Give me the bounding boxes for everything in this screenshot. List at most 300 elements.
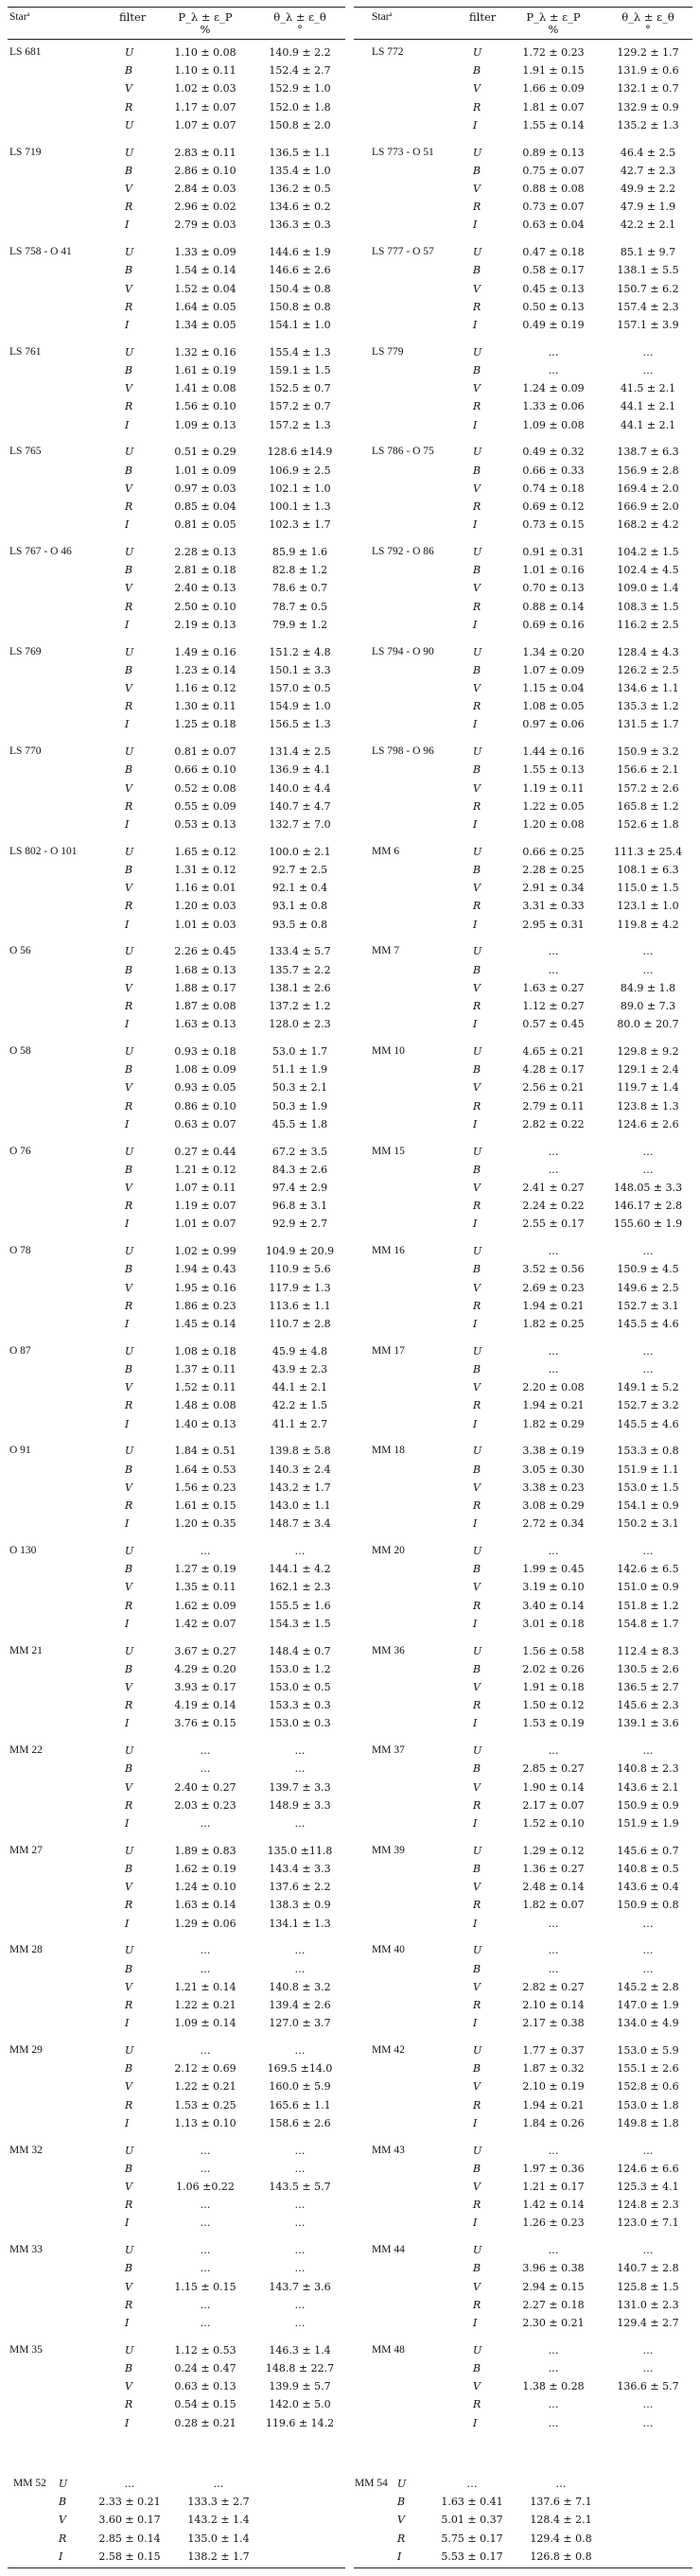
polarization-value: … xyxy=(548,2244,559,2257)
polarization-value: 1.24 ± 0.09 xyxy=(522,382,585,395)
polarization-value: 1.16 ± 0.01 xyxy=(174,882,236,895)
angle-value: 146.17 ± 2.8 xyxy=(613,1200,683,1213)
angle-value: 152.7 ± 3.2 xyxy=(617,1399,679,1412)
angle-value: 50.3 ± 1.9 xyxy=(271,1099,328,1113)
filter-band: U xyxy=(125,845,134,858)
filter-band: V xyxy=(473,882,481,895)
polarization-value: 0.66 ± 0.33 xyxy=(522,464,585,477)
filter-band: I xyxy=(125,818,130,831)
angle-value: 143.2 ± 1.4 xyxy=(187,2514,250,2527)
angle-value: 132.1 ± 0.7 xyxy=(617,82,679,96)
angle-value: 110.7 ± 2.8 xyxy=(269,1318,331,1330)
filter-band: I xyxy=(473,118,478,131)
filter-band: I xyxy=(473,818,478,831)
angle-value: 148.8 ± 22.7 xyxy=(265,2362,335,2374)
polarization-value: … xyxy=(548,1245,559,1258)
star-name: LS 779 xyxy=(372,345,404,358)
polarization-value: … xyxy=(200,1545,211,1557)
polarization-value: 2.33 ± 0.21 xyxy=(98,2496,161,2509)
polarization-value: 1.19 ± 0.07 xyxy=(174,1200,236,1213)
filter-band: R xyxy=(125,400,133,413)
filter-band: V xyxy=(125,2181,132,2193)
angle-value: 119.8 ± 4.2 xyxy=(617,918,679,931)
header-filter-right: filter xyxy=(469,10,497,24)
filter-band: R xyxy=(473,1200,481,1213)
filter-band: U xyxy=(125,1145,134,1158)
angle-value: 136.5 ± 1.1 xyxy=(269,146,331,159)
angle-value: 154.1 ± 0.9 xyxy=(617,1499,679,1512)
angle-value: 67.2 ± 3.5 xyxy=(271,1145,328,1158)
polarization-value: 0.49 ± 0.32 xyxy=(522,446,585,459)
polarization-value: 1.01 ± 0.09 xyxy=(174,464,236,477)
filter-band: U xyxy=(397,2478,407,2490)
filter-band: V xyxy=(125,582,132,595)
angle-value: 47.9 ± 1.9 xyxy=(620,201,676,214)
polarization-value: 1.63 ± 0.14 xyxy=(174,1899,236,1912)
filter-band: V xyxy=(473,1681,481,1693)
filter-band: I xyxy=(473,1817,478,1830)
polarization-value: 1.10 ± 0.08 xyxy=(174,46,236,59)
angle-value: 104.2 ± 1.5 xyxy=(617,546,679,558)
filter-band: U xyxy=(125,345,134,359)
header-rule-left xyxy=(8,39,345,40)
angle-value: 135.3 ± 1.2 xyxy=(617,700,679,713)
polarization-value: 1.34 ± 0.05 xyxy=(174,319,236,331)
star-name: O 76 xyxy=(9,1145,31,1157)
filter-band: B xyxy=(125,2362,133,2374)
polarization-value: 1.01 ± 0.03 xyxy=(174,918,236,931)
filter-band: I xyxy=(125,1917,130,1930)
filter-band: V xyxy=(473,1481,481,1494)
polarization-value: 0.93 ± 0.18 xyxy=(174,1045,236,1058)
filter-band: U xyxy=(473,246,482,259)
star-name: O 78 xyxy=(9,1245,31,1257)
filter-band: R xyxy=(473,2199,481,2212)
polarization-value: 1.65 ± 0.12 xyxy=(174,845,236,858)
filter-band: B xyxy=(473,2262,481,2275)
polarization-value: … xyxy=(548,2362,559,2374)
angle-value: … xyxy=(213,2478,224,2490)
filter-band: B xyxy=(125,64,133,78)
angle-value: … xyxy=(642,1962,654,1975)
filter-band: B xyxy=(125,2162,133,2175)
angle-value: 148.4 ± 0.7 xyxy=(269,1644,331,1657)
angle-value: 150.8 ± 0.8 xyxy=(269,300,331,313)
filter-band: U xyxy=(125,146,134,159)
angle-value: 148.7 ± 3.4 xyxy=(269,1517,331,1531)
angle-value: 42.2 ± 1.5 xyxy=(271,1399,328,1412)
polarization-value: 2.55 ± 0.17 xyxy=(522,1218,585,1231)
filter-band: V xyxy=(125,382,132,395)
polarization-value: 1.17 ± 0.07 xyxy=(174,100,236,114)
angle-value: … xyxy=(642,1363,654,1376)
polarization-value: 0.75 ± 0.07 xyxy=(522,164,585,177)
filter-band: B xyxy=(125,1662,133,1675)
filter-band: V xyxy=(473,2080,481,2094)
angle-value: 137.6 ± 7.1 xyxy=(530,2496,592,2509)
polarization-value: 0.69 ± 0.12 xyxy=(522,500,585,513)
filter-band: V xyxy=(473,1281,481,1294)
angle-value: 42.7 ± 2.3 xyxy=(620,164,676,177)
angle-value: 135.4 ± 1.0 xyxy=(269,164,331,177)
polarization-value: 1.37 ± 0.11 xyxy=(174,1363,236,1376)
filter-band: I xyxy=(473,1117,478,1130)
polarization-value: 3.60 ± 0.17 xyxy=(98,2514,161,2527)
polarization-value: 0.58 ± 0.17 xyxy=(522,264,585,277)
filter-band: V xyxy=(473,1780,481,1794)
header-filter-left: filter xyxy=(119,10,147,24)
polarization-value: 1.23 ± 0.14 xyxy=(174,663,236,676)
bottom-rule-left xyxy=(8,2567,345,2568)
filter-band: B xyxy=(125,164,133,177)
filter-band: B xyxy=(125,264,133,277)
filter-band: R xyxy=(473,1699,481,1712)
filter-band: R xyxy=(473,300,481,313)
angle-value: 46.4 ± 2.5 xyxy=(620,146,676,159)
polarization-value: … xyxy=(200,2199,211,2212)
star-name: LS 719 xyxy=(9,146,42,158)
filter-band: V xyxy=(473,1381,481,1394)
header-star-right: Star$^a$ xyxy=(372,10,393,23)
angle-value: 147.0 ± 1.9 xyxy=(617,1999,679,2011)
angle-value: 133.3 ± 2.7 xyxy=(187,2496,250,2509)
filter-band: R xyxy=(125,201,133,214)
polarization-value: 1.20 ± 0.08 xyxy=(522,818,585,831)
polarization-value: 1.08 ± 0.18 xyxy=(174,1344,236,1358)
polarization-value: … xyxy=(200,1962,211,1975)
polarization-value: 1.20 ± 0.35 xyxy=(174,1517,236,1531)
polarization-value: 0.89 ± 0.13 xyxy=(522,146,585,159)
filter-band: B xyxy=(473,1563,481,1576)
filter-band: B xyxy=(473,2362,481,2374)
polarization-value: … xyxy=(548,1363,559,1376)
polarization-value: 3.96 ± 0.38 xyxy=(522,2262,585,2275)
top-rule-left xyxy=(8,7,345,8)
filter-band: U xyxy=(125,1445,134,1458)
angle-value: 108.3 ± 1.5 xyxy=(617,600,679,613)
polarization-value: 2.28 ± 0.13 xyxy=(174,546,236,558)
polarization-value: 2.94 ± 0.15 xyxy=(522,2280,585,2293)
angle-value: 53.0 ± 1.7 xyxy=(271,1045,328,1058)
polarization-value: 1.22 ± 0.21 xyxy=(174,2080,236,2094)
angle-value: 131.0 ± 2.3 xyxy=(617,2298,679,2311)
filter-band: R xyxy=(125,1798,133,1812)
star-name: LS 681 xyxy=(9,46,42,58)
filter-band: I xyxy=(473,1717,478,1730)
bottom-rule-right xyxy=(354,2567,692,2568)
filter-band: B xyxy=(125,1363,133,1376)
polarization-value: 1.08 ± 0.09 xyxy=(174,1063,236,1077)
angle-value: 137.2 ± 1.2 xyxy=(269,1000,331,1012)
filter-band: I xyxy=(125,1117,130,1130)
angle-value: 139.7 ± 3.3 xyxy=(269,1780,331,1794)
star-name: MM 39 xyxy=(372,1844,405,1856)
star-name: MM 16 xyxy=(372,1245,405,1257)
filter-band: U xyxy=(473,2244,482,2257)
angle-value: 158.6 ± 2.6 xyxy=(269,2116,331,2129)
angle-value: 92.1 ± 0.4 xyxy=(271,882,328,895)
filter-band: R xyxy=(473,201,481,214)
filter-band: I xyxy=(473,718,478,731)
star-name: LS 773 - O 51 xyxy=(372,146,434,158)
polarization-value: 0.88 ± 0.14 xyxy=(522,600,585,613)
polarization-value: 0.70 ± 0.13 xyxy=(522,582,585,595)
polarization-value: … xyxy=(548,1145,559,1158)
angle-value: 128.0 ± 2.3 xyxy=(269,1018,331,1031)
header-p-left: P_λ ± ε_P xyxy=(178,10,233,24)
angle-value: … xyxy=(642,2362,654,2374)
polarization-value: 1.86 ± 0.23 xyxy=(174,1299,236,1312)
angle-value: 148.9 ± 3.3 xyxy=(269,1798,331,1812)
polarization-value: 3.08 ± 0.29 xyxy=(522,1499,585,1512)
filter-band: U xyxy=(125,1844,134,1857)
polarization-value: 1.64 ± 0.05 xyxy=(174,300,236,313)
filter-band: R xyxy=(125,1999,133,2011)
angle-value: 132.7 ± 7.0 xyxy=(269,818,331,831)
polarization-value: 0.73 ± 0.07 xyxy=(522,201,585,214)
polarization-value: … xyxy=(548,1944,559,1957)
filter-band: B xyxy=(125,464,133,477)
polarization-value: 0.63 ± 0.07 xyxy=(174,1117,236,1130)
filter-band: B xyxy=(125,1563,133,1576)
polarization-value: 1.55 ± 0.13 xyxy=(522,763,585,777)
angle-value: … xyxy=(294,2044,306,2057)
filter-band: U xyxy=(125,1045,134,1058)
polarization-value: 1.36 ± 0.27 xyxy=(522,1863,585,1875)
angle-value: 135.0 ±11.8 xyxy=(267,1844,333,1857)
filter-band: I xyxy=(125,518,130,532)
angle-value: 136.2 ± 0.5 xyxy=(269,183,331,195)
angle-value: 119.6 ± 14.2 xyxy=(265,2416,335,2429)
filter-band: R xyxy=(125,2298,133,2311)
polarization-value: 2.82 ± 0.22 xyxy=(522,1117,585,1130)
angle-value: 150.8 ± 2.0 xyxy=(269,118,331,131)
polarization-value: … xyxy=(124,2478,135,2490)
polarization-value: … xyxy=(548,1744,559,1758)
filter-band: U xyxy=(473,1145,482,1158)
angle-value: 146.3 ± 1.4 xyxy=(269,2343,331,2357)
angle-value: 78.7 ± 0.5 xyxy=(271,600,328,613)
polarization-value: 1.21 ± 0.14 xyxy=(174,1980,236,1993)
angle-value: … xyxy=(294,2162,306,2175)
filter-band: V xyxy=(125,2380,132,2393)
filter-band: R xyxy=(473,1099,481,1113)
filter-band: V xyxy=(125,282,132,295)
filter-band: U xyxy=(473,146,482,159)
angle-value: 97.4 ± 2.9 xyxy=(271,1182,328,1194)
polarization-value: 1.88 ± 0.17 xyxy=(174,981,236,994)
angle-value: 140.3 ± 2.4 xyxy=(269,1463,331,1476)
filter-band: B xyxy=(473,1063,481,1077)
star-name: MM 54 xyxy=(355,2478,388,2489)
polarization-value: 0.28 ± 0.21 xyxy=(174,2416,236,2429)
filter-band: B xyxy=(125,1163,133,1176)
polarization-value: 1.07 ± 0.09 xyxy=(522,663,585,676)
angle-value: 136.6 ± 5.7 xyxy=(617,2380,679,2393)
angle-value: 128.4 ± 4.3 xyxy=(617,645,679,658)
polarization-value: 2.20 ± 0.08 xyxy=(522,1381,585,1394)
angle-value: 151.2 ± 4.8 xyxy=(269,645,331,658)
angle-value: 152.0 ± 1.8 xyxy=(269,100,331,114)
polarization-value: 1.38 ± 0.28 xyxy=(522,2380,585,2393)
polarization-value: 1.08 ± 0.05 xyxy=(522,700,585,713)
angle-value: 156.5 ± 1.3 xyxy=(269,718,331,731)
angle-value: 43.9 ± 2.3 xyxy=(271,1363,328,1376)
polarization-value: 0.73 ± 0.15 xyxy=(522,518,585,532)
filter-band: I xyxy=(125,1617,130,1630)
polarization-value: 3.19 ± 0.10 xyxy=(522,1581,585,1594)
filter-band: I xyxy=(473,618,478,631)
filter-band: V xyxy=(473,981,481,994)
polarization-value: 2.56 ± 0.21 xyxy=(522,1081,585,1095)
polarization-value: 0.52 ± 0.08 xyxy=(174,781,236,795)
filter-band: B xyxy=(125,1863,133,1875)
filter-band: R xyxy=(397,2532,406,2545)
angle-value: 123.8 ± 1.3 xyxy=(617,1099,679,1113)
filter-band: I xyxy=(473,2217,478,2230)
polarization-value: 1.29 ± 0.12 xyxy=(522,1844,585,1857)
filter-band: U xyxy=(473,1344,482,1358)
filter-band: I xyxy=(473,1517,478,1531)
polarization-value: … xyxy=(548,2416,559,2429)
polarization-value: 3.67 ± 0.27 xyxy=(174,1644,236,1657)
angle-value: 50.3 ± 2.1 xyxy=(271,1081,328,1095)
polarization-value: … xyxy=(200,2217,211,2230)
angle-value: 157.2 ± 1.3 xyxy=(269,418,331,431)
filter-band: B xyxy=(473,1163,481,1176)
polarization-value: 2.40 ± 0.13 xyxy=(174,582,236,595)
angle-value: 92.9 ± 2.7 xyxy=(271,1218,328,1231)
filter-band: B xyxy=(125,2262,133,2275)
polarization-value: 2.91 ± 0.34 xyxy=(522,882,585,895)
angle-value: 168.2 ± 4.2 xyxy=(617,518,679,532)
angle-value: 149.6 ± 2.5 xyxy=(617,1281,679,1294)
filter-band: I xyxy=(125,418,130,431)
filter-band: U xyxy=(125,945,134,958)
angle-value: 151.8 ± 1.2 xyxy=(617,1599,679,1612)
angle-value: … xyxy=(642,2416,654,2429)
polarization-value: 1.22 ± 0.05 xyxy=(522,799,585,813)
star-name: LS 769 xyxy=(9,645,42,657)
polarization-value: 0.51 ± 0.29 xyxy=(174,446,236,459)
angle-value: 104.9 ± 20.9 xyxy=(265,1245,335,1258)
angle-value: 100.0 ± 2.1 xyxy=(269,845,331,858)
polarization-value: 1.12 ± 0.27 xyxy=(522,1000,585,1012)
filter-band: I xyxy=(473,2116,478,2129)
polarization-value: 1.25 ± 0.18 xyxy=(174,718,236,731)
filter-band: R xyxy=(473,1000,481,1012)
angle-value: … xyxy=(294,1962,306,1975)
filter-band: R xyxy=(473,500,481,513)
angle-value: 128.4 ± 2.1 xyxy=(530,2514,592,2527)
angle-value: 143.4 ± 3.3 xyxy=(269,1863,331,1875)
star-name: MM 17 xyxy=(372,1344,405,1357)
polarization-value: 0.74 ± 0.18 xyxy=(522,482,585,495)
angle-value: 152.6 ± 1.8 xyxy=(617,818,679,831)
angle-value: 138.1 ± 2.6 xyxy=(269,981,331,994)
polarization-value: 1.40 ± 0.13 xyxy=(174,1417,236,1430)
polarization-value: 1.77 ± 0.37 xyxy=(522,2044,585,2057)
polarization-value: … xyxy=(548,1163,559,1176)
filter-band: R xyxy=(473,1899,481,1912)
angle-value: 153.0 ± 0.5 xyxy=(269,1681,331,1693)
polarization-value: 1.21 ± 0.12 xyxy=(174,1163,236,1176)
filter-band: V xyxy=(125,1481,132,1494)
filter-band: R xyxy=(473,900,481,913)
polarization-value: 1.07 ± 0.11 xyxy=(174,1182,236,1194)
angle-value: 92.7 ± 2.5 xyxy=(271,864,328,876)
filter-band: R xyxy=(125,900,133,913)
angle-value: 149.8 ± 1.8 xyxy=(617,2116,679,2129)
angle-value: 119.7 ± 1.4 xyxy=(617,1081,679,1095)
polarization-value: 4.29 ± 0.20 xyxy=(174,1662,236,1675)
filter-band: U xyxy=(125,1944,134,1957)
filter-band: I xyxy=(125,1318,130,1330)
polarization-value: 1.89 ± 0.83 xyxy=(174,1844,236,1857)
filter-band: B xyxy=(473,1863,481,1875)
header-theta-unit-right: ° xyxy=(645,23,651,36)
angle-value: … xyxy=(294,1744,306,1758)
angle-value: … xyxy=(294,1817,306,1830)
polarization-value: 1.63 ± 0.13 xyxy=(174,1018,236,1031)
polarization-value: 1.66 ± 0.09 xyxy=(522,82,585,96)
star-name: MM 48 xyxy=(372,2343,405,2356)
filter-band: B xyxy=(59,2496,67,2509)
angle-value: … xyxy=(294,2298,306,2311)
angle-value: 150.9 ± 0.8 xyxy=(617,1899,679,1912)
filter-band: I xyxy=(125,718,130,731)
polarization-value: … xyxy=(548,1545,559,1557)
polarization-value: 2.95 ± 0.31 xyxy=(522,918,585,931)
filter-band: I xyxy=(473,1917,478,1930)
angle-value: … xyxy=(294,2317,306,2329)
polarization-value: 0.81 ± 0.05 xyxy=(174,518,236,532)
filter-band: I xyxy=(125,219,130,232)
angle-value: 140.8 ± 2.3 xyxy=(617,1762,679,1776)
filter-band: U xyxy=(125,1644,134,1657)
polarization-value: 2.26 ± 0.45 xyxy=(174,945,236,958)
angle-value: 135.0 ± 1.4 xyxy=(187,2532,250,2545)
filter-band: R xyxy=(473,799,481,813)
polarization-value: 3.38 ± 0.19 xyxy=(522,1445,585,1458)
star-name: LS 765 xyxy=(9,446,42,458)
filter-band: U xyxy=(473,46,482,59)
angle-value: 150.7 ± 6.2 xyxy=(617,282,679,295)
polarization-value: … xyxy=(200,1744,211,1758)
angle-value: … xyxy=(642,945,654,958)
star-name: O 87 xyxy=(9,1344,31,1357)
angle-value: 157.1 ± 3.9 xyxy=(617,319,679,331)
star-name: O 56 xyxy=(9,945,31,957)
angle-value: … xyxy=(642,1344,654,1358)
angle-value: 133.4 ± 5.7 xyxy=(269,945,331,958)
filter-band: R xyxy=(125,1299,133,1312)
angle-value: 111.3 ± 25.4 xyxy=(613,845,683,858)
angle-value: 145.5 ± 4.6 xyxy=(617,1318,679,1330)
filter-band: U xyxy=(473,546,482,558)
polarization-value: 2.96 ± 0.02 xyxy=(174,201,236,214)
angle-value: 116.2 ± 2.5 xyxy=(617,618,679,631)
angle-value: … xyxy=(294,2217,306,2230)
angle-value: 145.6 ± 0.7 xyxy=(617,1844,679,1857)
filter-band: B xyxy=(473,264,481,277)
polarization-value: 1.02 ± 0.99 xyxy=(174,1245,236,1258)
polarization-value: 1.61 ± 0.15 xyxy=(174,1499,236,1512)
filter-band: U xyxy=(125,745,134,759)
polarization-value: 1.35 ± 0.11 xyxy=(174,1581,236,1594)
filter-band: R xyxy=(125,1499,133,1512)
filter-band: V xyxy=(473,682,481,694)
